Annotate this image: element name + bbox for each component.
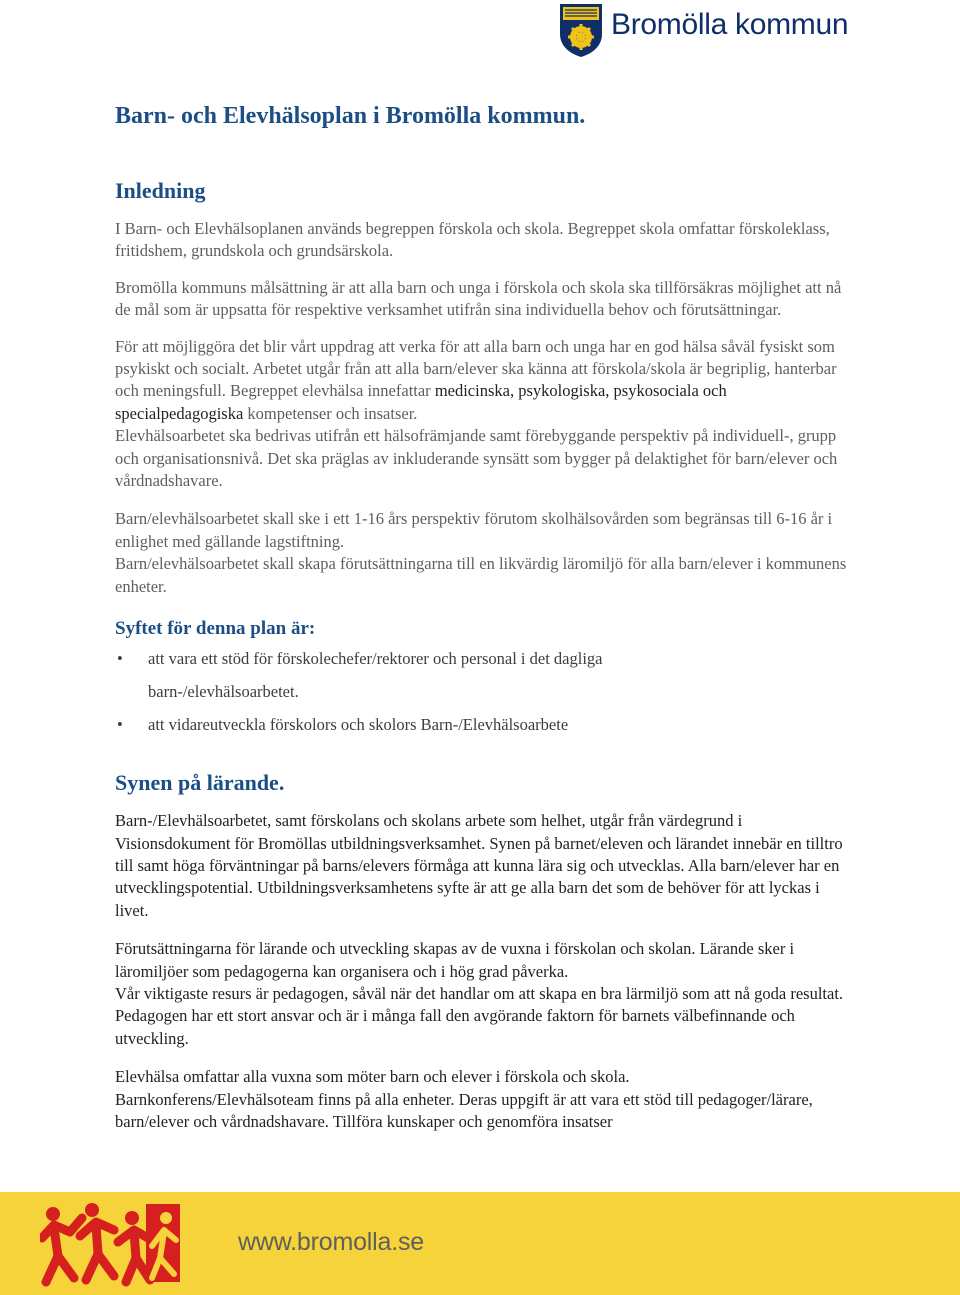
intro-goal-paragraph: Bromölla kommuns målsättning är att alla barn och unga i förskola och skola ska tillförsäkras möjlighet att nå de mål som är uppsatta för respektive verksamhet utifrån sina individuella behov och förutsättningar. (115, 277, 842, 320)
intro-health-paragraph (115, 336, 850, 493)
footer-band (0, 1192, 960, 1295)
text-span: För att möjliggöra det blir vårt uppdrag att verka för att alla barn och unga har en god hälsa såväl fysiskt som psykiskt och socialt. (115, 336, 835, 379)
purpose-list (115, 648, 850, 736)
text-span: Arbetet utgår från att alla barn/elever ska känna att förskola/skola är begriplig, hanterbar och meningsfull. Begreppet elevhälsa innefattar (115, 359, 837, 401)
header-logo (559, 2, 859, 58)
text-span: Vår viktigaste resurs är pedagogen, såväl när det handlar om att skapa en bra lärmiljö som att nå goda resultat. Pedagogen har ett stort ansvar och är i många fall den avgörande faktorn för barnets välbefinnande och utveckling. (115, 983, 844, 1048)
document-title: Barn- och Elevhälsoplan i Bromölla kommun. (115, 103, 586, 129)
heading-synen: Synen på lärande. (115, 770, 285, 796)
text-span: Barn/elevhälsoarbetet skall ske i ett 1-16 års perspektiv förutom skolhälsovården som begränsas till 6-16 år i enlighet med gällande lagstiftning. (115, 509, 833, 551)
text-span: Barnkonferens/Elevhälsoteam finns på alla enheter. Deras uppgift är att vara ett stöd till pedagoger/lärare, barn/elever och vårdnadshavare. Tillföra kunskaper och genomföra insatser (115, 1089, 813, 1131)
footer-website-link[interactable]: www.bromolla.se (238, 1228, 424, 1256)
learning-values-paragraph: Barn-/Elevhälsoarbetet, samt förskolans och skolans arbete som helhet, utgår från värdegrund i Visionsdokument för Bromöllas utbildningsverksamhet. Synen på barnet/eleven och lärandet innebär en tilltro till samt höga förväntningar på barns/elevers förmåga att kunna lära sig och utvecklas. Alla barn/elever har en utvecklingspotential. Utbildningsverksamhetens syfte är att ge alla barn det som de behöver för att lyckas i livet. (115, 811, 843, 920)
logo-text: Bromölla kommun (611, 8, 849, 41)
intro-age-paragraph (115, 508, 850, 598)
text-span: Elevhälsa omfattar alla vuxna som möter barn och elever i förskola och skola. (115, 1067, 630, 1087)
document-content (115, 100, 850, 1133)
intro-lead-paragraph: I Barn- och Elevhälsoplanen används begreppen förskola och skola. Begreppet skola omfattar förskoleklass, fritidshem, grundskola och grundsärskola. (115, 219, 830, 261)
text-span: medicinska, psykologiska, psykosociala och specialpedagogiska (115, 381, 727, 423)
learning-conditions-paragraph (115, 938, 850, 1050)
heading-inledning: Inledning (115, 178, 206, 203)
list-item-text: att vara ett stöd för förskolechefer/rektorer och personal i det dagliga (148, 649, 603, 669)
list-item (115, 714, 850, 736)
text-span: Det ska präglas av inkluderande synsätt som bygger på delaktighet för barn/elever och vårdnadshavare. (115, 448, 838, 491)
text-span: Elevhälsoarbetet ska bedrivas utifrån ett hälsofrämjande samt förebyggande perspektiv på individuell-, grupp och organisationsnivå. (115, 426, 837, 468)
text-span: Förutsättningarna för lärande och utveckling skapas av de vuxna i förskolan och skolan. Lärande sker i läromiljöer som pedagogerna kan organisera och i hög grad påverka. (115, 939, 795, 981)
text-span: kompetenser och insatser. (243, 403, 418, 423)
list-item-text: barn-/elevhälsoarbetet. (148, 682, 299, 702)
list-item-text: att vidareutveckla förskolors och skolors Barn-/Elevhälsoarbete (148, 715, 569, 735)
heading-syfte: Syftet för denna plan är: (115, 618, 316, 640)
text-span: Barn/elevhälsoarbetet skall skapa förutsättningarna till en likvärdig läromiljö för alla barn/elever i kommunens enheter. (115, 554, 847, 596)
coat-of-arms-icon (559, 2, 603, 58)
bullet-icon: • (117, 649, 123, 669)
bullet-icon: • (117, 715, 123, 735)
list-item (115, 648, 850, 703)
learning-health-paragraph (115, 1066, 850, 1133)
people-figures-logo-icon (40, 1198, 182, 1288)
